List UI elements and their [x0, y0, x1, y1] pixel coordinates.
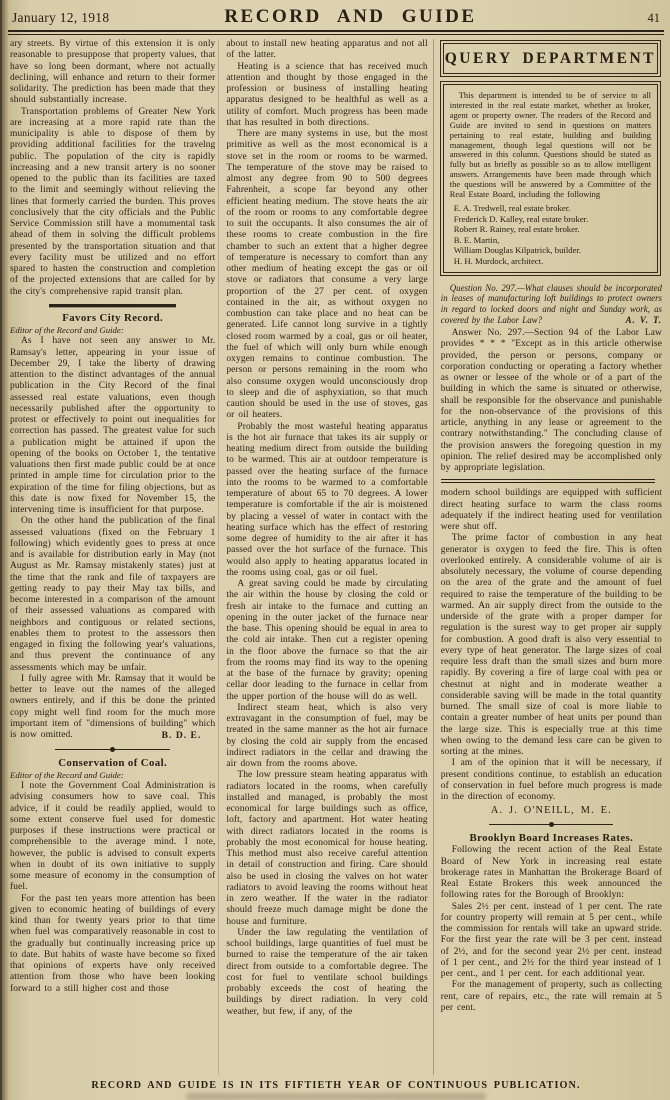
section-divider-double-rule [441, 479, 656, 483]
favors-letter-text [10, 336, 215, 741]
paragraph: Under the law regulating the ventilation of school buildings, large quantities of fuel must be burned to raise the temperature of the air taken direct from outside to a comfortable degree. The cost for fuel to ventilate school buildings probably exceeds the cost of heating the buildings by direct radiation. In very cold weather, but few, if any, of the [226, 927, 428, 1017]
question-297-text: Question No. 297.—What clauses should be incorporated in leases of manufacturing loft buildings to protect owners in regard to locked doors and night and Sunday work, as covered by the Labor Law? [440, 282, 662, 326]
paragraph: Following the recent action of the Real Estate Board of New York in increasing real estate brokerage rates in Manhattan the Brokerage Board of Real Estate Brokers this week announced the following rates for the Borough of Brooklyn: [440, 845, 662, 901]
paragraph: For the past ten years more attention has been given to economic heating of buildings of every kind than for twenty years prior to that time when fuel was comparatively reasonable in cost to the gradually but continually increasing price up to date. But habits of waste have become so fixed that opinions of experts have only received attention from those who have been looking forward to a still higher cost and those [10, 893, 216, 994]
answer-297-text [441, 328, 662, 474]
paragraph: B. E. Martin, [453, 234, 500, 245]
question-297 [441, 283, 662, 327]
paragraph: E. A. Tredwell, real estate broker. [453, 202, 571, 213]
issue-date: January 12, 1918 [12, 10, 110, 25]
paragraph: As I have not seen any answer to Mr. Ramsay's letter, appearing in your issue of December 29, I take the liberty of drawing attention to the distinct advantages of the annual publication in the City Record of the final assessed real estate valuations, even though necessarily published after the opportunity to protest or effectively to point out inequalities for correction has passed. The greatest value for such a publication might be attained if upon the opening of the books on October 1, the tentative valuations then first made public could be at once printed in ample time for circulation prior to the expiration of the time for filing objections, but as this date is now fixed for November 15, the intervening time is insufficient for that purpose. [10, 336, 216, 515]
coal-letter-text [10, 781, 215, 995]
section-divider-dot-rule [489, 824, 613, 825]
article-columns [8, 39, 664, 1075]
paragraph: I am of the opinion that it will be necessary, if present conditions continue, to establish an education of conservation in fuel before much progress is made in the direction of economy. [440, 758, 662, 803]
paragraph: Indirect steam heat, which is also very extravagant in the consumption of fuel, may be treated in the same manner as the hot air furnace by closing the cold air supply from the encased indirect radiators in the cellar and drawing the air down from the rooms above. [226, 702, 428, 769]
middle-column [218, 39, 432, 1075]
footer-slogan: RECORD AND GUIDE IS IN ITS FIFTIETH YEAR OF CONTINUOUS PUBLICATION. [91, 1080, 581, 1091]
header-double-rule [8, 30, 664, 35]
paragraph: Heating is a science that has received much attention and thought by those engaged in the profession or business of installing heating apparatus designed to be healthful as well as a utility of comfort. Much progress has been made that has resulted in both directions. [226, 61, 428, 128]
query-department-notice-box [443, 84, 658, 273]
left-column [8, 39, 218, 1075]
heating-article-continuation-text [441, 488, 662, 803]
query-department-title: QUERY DEPARTMENT [444, 50, 656, 67]
paragraph: A great saving could be made by circulating the air within the house by closing the cold or fresh air intake to the furnace and cutting an opening in the outer jacket of the furnace near the base. This opening should be equal in area to the cold air intake. Then cut a register opening in the floor above the furnace so that the air from the rooms may find its way to the opening at the base of the furnace by gravity; opening cellar door leading to the furnace in cellar from the upper portion of the house will do as well. [226, 579, 428, 702]
letter-salutation: Editor of the Record and Guide: [10, 325, 124, 336]
question-297-signature: A. V. T. [625, 315, 662, 326]
page-number: 41 [647, 11, 660, 25]
paragraph: For the management of property, such as collecting rent, care of repairs, etc., the rate will remain at 5 per cent. [440, 980, 662, 1013]
section-divider-bar [49, 304, 176, 308]
brooklyn-board-heading: Brooklyn Board Increases Rates. [469, 832, 634, 845]
paragraph: The low pressure steam heating apparatus with radiators located in the rooms, when carefully installed and managed, is probably the most economical for large buildings such as office, loft, factory and apartment. Hot water heating with direct radiators located in the rooms is probably the most economical for house heating. This method must also receive careful attention in detail of construction and firing. Care should also be used in closing the valves on hot water radiators to avoid leaving the rooms without heat in zero weather. If the water in the radiator should freeze much damage might be done the house and furniture. [226, 770, 428, 927]
query-department-title-box [443, 43, 658, 74]
favors-city-record-heading: Favors City Record. [62, 312, 164, 325]
paragraph: modern school buildings are equipped with sufficient direct heating surface to warm the class rooms adequately if the indirect heating used for ventilation were shut off. [440, 488, 662, 533]
paragraph: There are many systems in use, but the most primitive as well as the most economical is a stove set in the room or rooms to be warmed. The temperature of the stove may be raised to almost any degree from 90 to 500 degrees Fahrenheit, a scope far beyond any other efficient heating medium. The stove heats the air of the room or rooms to any comfortable degree to suit the occupants. It also consumes the air of these rooms to create combustion in the fire chamber to such an extent that a higher degree of temperature is necessary to comfort than any other medium of heating except the gas or oil stove or radiators that consume a very large proportion of the 27 per cent. of oxygen contained in the air, as without oxygen no combustion can take place and no heat can be generated. Life cannot long survive in a tightly closed room warmed by a coal, gas or oil heater, the fuel of which will only burn while enough oxygen remains to continue combustion. The person or persons remaining in the room who also consume oxygen would unconsciously drop to sleep and die of asphyxiation, so that much caution should be used in the use of stoves, gas or oil heaters. [226, 129, 428, 421]
paragraph: Probably the most wasteful heating apparatus is the hot air furnace that takes its air supply or heating medium direct from outside the building to be warmed. This air at outdoor temperature is passed over the heating surface of the furnace into the rooms to be warmed to a comfortable temperature of about 65 to 70 degrees. A lower temperature is comfortable if the air is moistened by placing a vessel of water in contact with the heating surface which has the effect of restoring some degree of humidity to the air after it has passed over the hot surface of the furnace. This would also apply to heating apparatus located in the rooms using coal, gas or oil fuel. [226, 421, 428, 578]
letter-salutation: Editor of the Record and Guide: [10, 770, 124, 781]
paragraph: about to install new heating apparatus and not all of the latter. [226, 39, 428, 61]
query-department-notice: This department is intended to be of service to all interested in the real estate market, whether as broker, agent or property owner. The readers of the Record and Guide are invited to send in questions on matters pertaining to real estate, building and building management, though legal questions will not be answered in this column. Questions should be stated as fully but as briefly as possible so as to allow intelligent answers. Arrangements have been made through which the questions will be answered by a Committee of the Real Estate Board, including the following [449, 90, 651, 200]
paragraph: On the other hand the publication of the final assessed valuations (fixed on the February 1 following) which evidently goes to press at once and is available for distribution early in May (not August as Mr. Ramsay mistakenly states) just at the time that the rank and file of taxpayers are getting ready to pay their May tax bills, and become interested in a comparison of the amount of their assessed valuations as compared with neighbors and contiguous or related sections, enables them to protest to the assessors then engaged in fixing the following year's valuations, and thus prevent the continuance of any assessments which may be unfair. [10, 516, 216, 673]
conservation-of-coal-heading: Conservation of Coal. [58, 757, 168, 770]
paragraph: Sales 2½ per cent. instead of 1 per cent. The rate for country property will remain at 5 per cent., while the commission for rentals will take an upward stride. For the first year the rate will be 3 per cent. instead of 2½, and for the second year 2½ per cent. instead of 1 per cent., and 2½ for the third year instead of 1 per cent., and 1 per cent. for each additional year. [440, 901, 662, 980]
paragraph: Answer No. 297.—Section 94 of the Labor Law provides * * * "Except as in this article otherwise provided, the person or persons, company or corporation conducting or operating a factory whether as owner or lessee of the whole or of a part of the building in which the same is situated or otherwise, shall be responsible for the observance and punishable for the non-observance of the provisions of this article, anything in any lease or agreement to the contrary notwithstanding." The concluding clause of the provision answers the foregoing question in my opinion. The relief desired may be accomplished only by appropriate legislation. [440, 328, 662, 474]
paragraph: William Douglas Kilpatrick, builder. [453, 245, 582, 256]
paragraph: The prime factor of combustion in any heat generator is oxygen to feed the fire. This is often overlooked entirely. A considerable volume of air is absolutely necessary, the volume of course depending on the area of the grate and the amount of fuel required to raise the temperature of the building to be warmed. An air supply direct from the outside to the underside of the grate with a proper damper for regulation is the surest way to get proper air supply for combustion. A good draft is also very essential to every type of heat generator. The large sizes of coal require less draft than the small sizes and burn more rapidly. By covering a fire of large coal with pea or chestnut at night and in moderate weather a considerable saving will be made in the total quantity burned. The small size of coal is more liable to contain a greater number of heat units per pound than the large size. This is especially true at this time when owing to the demand less care can be given to sorting at the mines. [440, 533, 662, 758]
scan-artifact [186, 1093, 486, 1100]
right-column [433, 39, 664, 1075]
divider-dot-icon [110, 747, 115, 752]
paragraph: Transportation problems of Greater New York are increasing at a more rapid rate than the municipality is able to dispose of them by providing additional facilities for the travelng public. The population of the city is rapidly increasing and a new transit artery is no sooner opened to the public than its facilities are taxed to the limit and seemingly without relieving the lines that formerly carried the burden. This proves conclusively that the city officials and the Public Service Commission still have a monumental task ahead of them in solving the difficult problems presented by the transportation situation and that every facility must be utilized and no effort spared to hasten the construction and completion of the projected extensions that are called for by the city's comprehensive rapid transit plan. [10, 106, 216, 297]
section-divider-dot-rule [55, 749, 170, 750]
heating-article-text [226, 39, 427, 1018]
page-header [8, 4, 664, 30]
paragraph: I fully agree with Mr. Ramsay that it would be better to leave out the names of the alleged owners entirely, and if this be done the printed copy might well find room for the much more important item of "dimensions of building" which is now omitted. [10, 673, 216, 740]
paragraph: I note the Government Coal Administration is advising consumers how to save coal. This advice, if it could be readily applied, would to some extent conserve fuel used for domestic purposes if these instructions were practical or comprehensible to the average mind. I note, however, the public is advised to consult experts when in doubt of its own initiative to supply some measure of economy in the consumption of fuel. [10, 781, 216, 893]
paragraph: Robert R. Rainey, real estate broker. [453, 224, 580, 235]
paragraph: ary streets. By virtue of this extension it is only reasonable to presuppose that property values, that have so long been dormant, where not actually declining, will enhance and return to their former solidarity. The prediction has been made that they should substantially increase. [10, 39, 216, 106]
masthead-title: RECORD AND GUIDE [224, 6, 477, 27]
letter-signature: B. D. E. [161, 730, 202, 742]
divider-dot-icon [549, 822, 554, 827]
article-author-signature: A. J. O'NEILL, M. E. [490, 805, 612, 817]
intro-continuation-text [10, 39, 215, 298]
brooklyn-board-text [441, 845, 662, 1014]
paragraph: Frederick D. Kalley, real estate broker. [453, 213, 589, 224]
committee-list [450, 203, 651, 267]
paragraph: H. H. Murdock, architect. [453, 255, 544, 266]
